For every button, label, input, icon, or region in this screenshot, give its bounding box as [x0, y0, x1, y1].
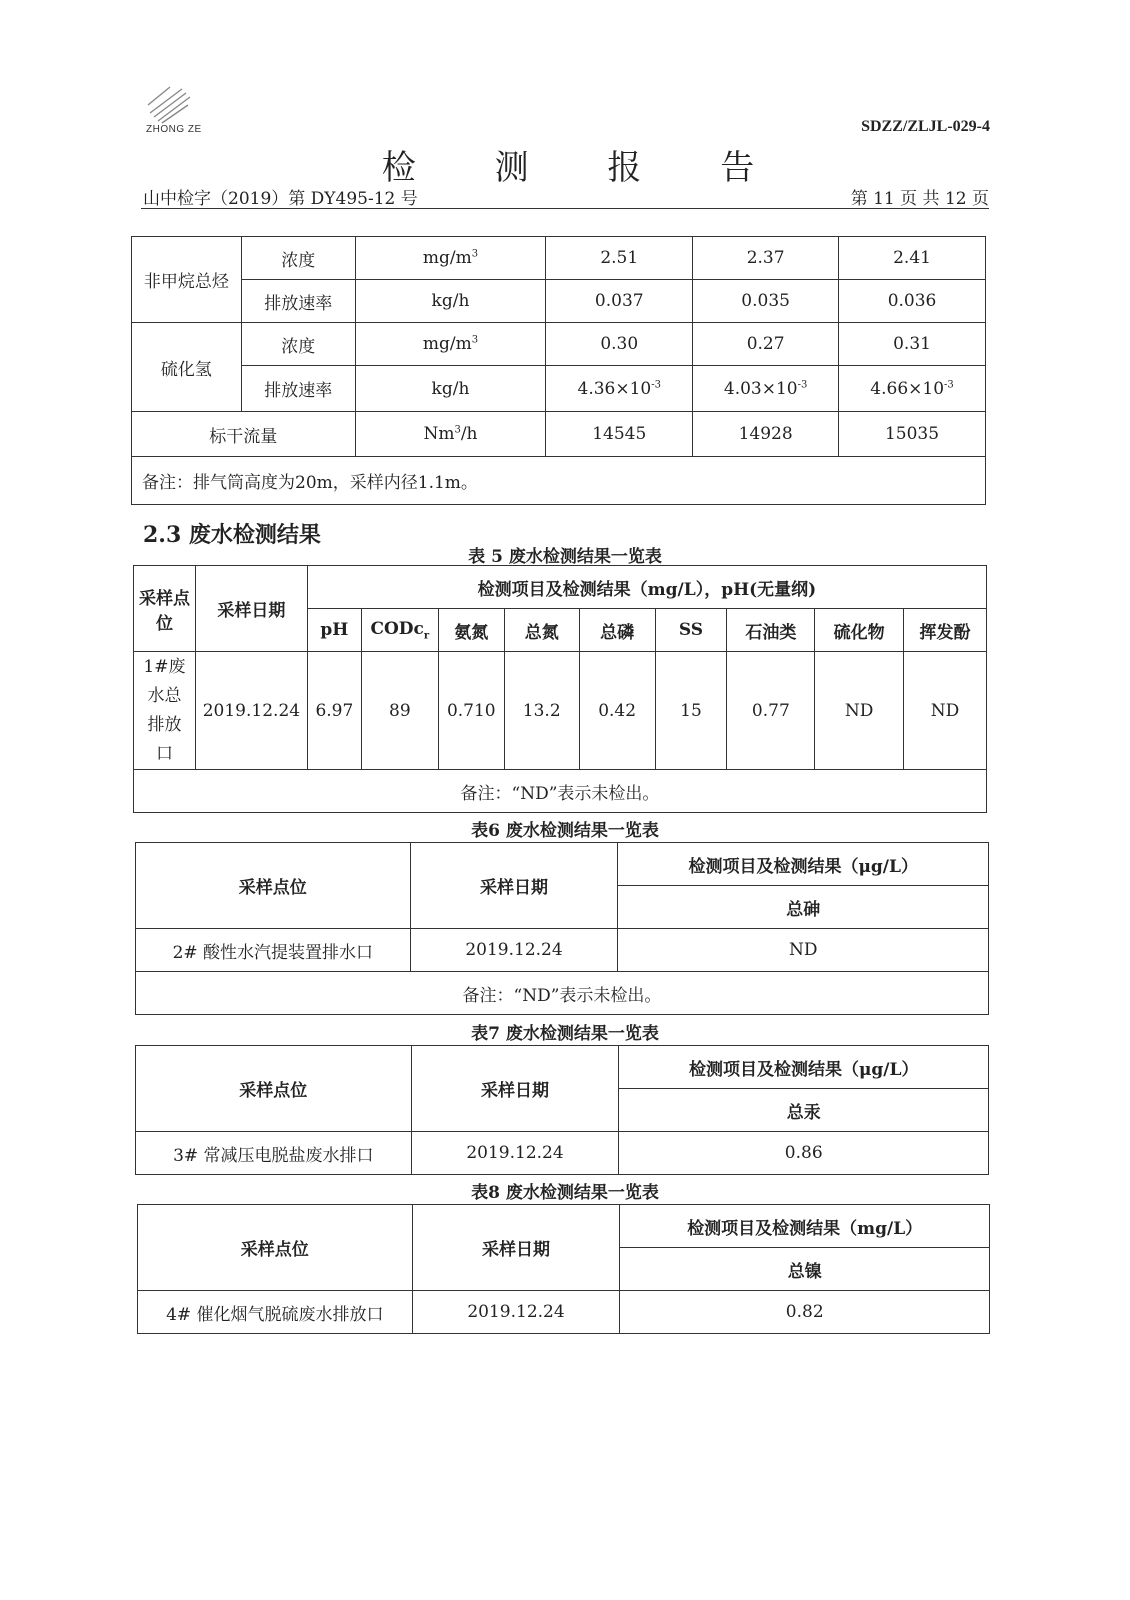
logo-text: ZHONG ZE: [146, 124, 202, 135]
document-code: SDZZ/ZLJL-029-4: [861, 118, 990, 135]
header-point: 采样点位: [138, 1205, 413, 1291]
header-total-phosphorus: 总磷: [579, 609, 655, 652]
wastewater-table-5: [133, 565, 987, 813]
value-cell: 0.037: [546, 280, 693, 323]
point-cell: 4# 催化烟气脱硫废水排放口: [138, 1291, 413, 1334]
header-petroleum: 石油类: [727, 609, 815, 652]
value-cell: ND: [618, 929, 989, 972]
point-cell: 1#废水总排放口: [134, 652, 196, 770]
item-cell: 浓度: [241, 237, 355, 280]
wastewater-table-8: [137, 1204, 990, 1334]
value-cell: 2.41: [839, 237, 986, 280]
table-row: [132, 412, 986, 457]
table-header-row: [136, 1046, 989, 1089]
page-number: 第 11 页 共 12 页: [850, 189, 989, 209]
date-cell: 2019.12.24: [410, 929, 618, 972]
header-ss: SS: [655, 609, 727, 652]
table-row: [132, 280, 986, 323]
wastewater-table-7: [135, 1045, 989, 1175]
header-group: 检测项目及检测结果（mg/L），pH(无量纲): [307, 566, 986, 609]
value-cell: ND: [904, 652, 987, 770]
header-point: 采样点位: [134, 566, 196, 652]
unit-cell: kg/h: [355, 366, 546, 412]
value-cell: 0.42: [579, 652, 655, 770]
point-cell: 2# 酸性水汽提装置排水口: [136, 929, 411, 972]
header-sulfide: 硫化物: [815, 609, 904, 652]
value-cell: 0.31: [839, 323, 986, 366]
value-cell: 2.37: [693, 237, 839, 280]
value-cell: 89: [361, 652, 438, 770]
table-caption: 表 5 废水检测结果一览表: [468, 547, 662, 567]
table-note-row: [134, 770, 987, 813]
value-cell: 15035: [839, 412, 986, 457]
value-cell: 2.51: [546, 237, 693, 280]
date-cell: 2019.12.24: [412, 1291, 620, 1334]
date-cell: 2019.12.24: [195, 652, 307, 770]
value-cell: 15: [655, 652, 727, 770]
value-cell: 0.036: [839, 280, 986, 323]
table-note: 备注：“ND”表示未检出。: [136, 972, 989, 1015]
header-total-nitrogen: 总氮: [504, 609, 579, 652]
header-date: 采样日期: [412, 1205, 620, 1291]
header-item: 总汞: [619, 1089, 989, 1132]
point-cell: 3# 常减压电脱盐废水排口: [136, 1132, 412, 1175]
unit-cell: kg/h: [355, 280, 546, 323]
unit-cell: $mg/m^3$: [355, 323, 546, 366]
table-note-row: [132, 457, 986, 505]
report-number: 山中检字（2019）第 DY495-12 号: [143, 189, 418, 209]
table-header-row: [134, 566, 987, 609]
table-row: [136, 1132, 989, 1175]
value-cell: 0.710: [438, 652, 504, 770]
table-row: [132, 366, 986, 412]
header-ph: pH: [307, 609, 361, 652]
table-note-row: [136, 972, 989, 1015]
table-row: [136, 929, 989, 972]
table-caption: 表8 废水检测结果一览表: [471, 1183, 659, 1203]
value-cell: $4.03\times 10^{-3}$: [693, 366, 839, 412]
unit-cell: $mg/m^3$: [355, 237, 546, 280]
value-cell: 0.86: [619, 1132, 989, 1175]
header-ammonia: 氨氮: [438, 609, 504, 652]
table-note: 备注：“ND”表示未检出。: [134, 770, 987, 813]
value-cell: $4.36\times 10^{-3}$: [546, 366, 693, 412]
header-group: 检测项目及检测结果（μg/L）: [619, 1046, 989, 1089]
value-cell: 6.97: [307, 652, 361, 770]
gas-emission-table: [131, 236, 986, 505]
pollutant-cell: 非甲烷总烃: [132, 237, 242, 323]
header-group: 检测项目及检测结果（μg/L）: [618, 843, 989, 886]
header-item: 总镍: [620, 1248, 990, 1291]
item-cell: 排放速率: [241, 280, 355, 323]
table-header-row: [138, 1205, 990, 1248]
unit-cell: Nm$^3$/h: [355, 412, 546, 457]
header-item: 总砷: [618, 886, 989, 929]
header-date: 采样日期: [195, 566, 307, 652]
value-cell: 14545: [546, 412, 693, 457]
table-row: [134, 652, 987, 770]
table-caption: 表7 废水检测结果一览表: [471, 1024, 659, 1044]
header-phenol: 挥发酚: [904, 609, 987, 652]
header-group: 检测项目及检测结果（mg/L）: [620, 1205, 990, 1248]
header-date: 采样日期: [410, 843, 618, 929]
header-divider: [141, 208, 989, 209]
table-row: [132, 323, 986, 366]
table-row: [132, 237, 986, 280]
date-cell: 2019.12.24: [411, 1132, 619, 1175]
value-cell: $4.66\times 10^{-3}$: [839, 366, 986, 412]
value-cell: 0.27: [693, 323, 839, 366]
value-cell: 14928: [693, 412, 839, 457]
table-header-row: [136, 843, 989, 886]
pollutant-cell: 硫化氢: [132, 323, 242, 412]
header-date: 采样日期: [411, 1046, 619, 1132]
table-caption: 表6 废水检测结果一览表: [471, 821, 659, 841]
value-cell: 0.30: [546, 323, 693, 366]
header-point: 采样点位: [136, 1046, 412, 1132]
header-point: 采样点位: [136, 843, 411, 929]
value-cell: 0.82: [620, 1291, 990, 1334]
value-cell: 0.77: [727, 652, 815, 770]
value-cell: ND: [815, 652, 904, 770]
item-cell: 排放速率: [241, 366, 355, 412]
page-title: 检 测 报 告: [381, 148, 789, 188]
value-cell: 13.2: [504, 652, 579, 770]
item-cell: 浓度: [241, 323, 355, 366]
table-note: 备注：排气筒高度为20m，采样内径1.1m。: [132, 457, 986, 505]
table-row: [138, 1291, 990, 1334]
value-cell: 0.035: [693, 280, 839, 323]
wastewater-table-6: [135, 842, 989, 1015]
flow-label-cell: 标干流量: [132, 412, 356, 457]
header-cod: CODc$_r$: [361, 609, 438, 652]
section-title: 2.3 废水检测结果: [143, 522, 321, 548]
